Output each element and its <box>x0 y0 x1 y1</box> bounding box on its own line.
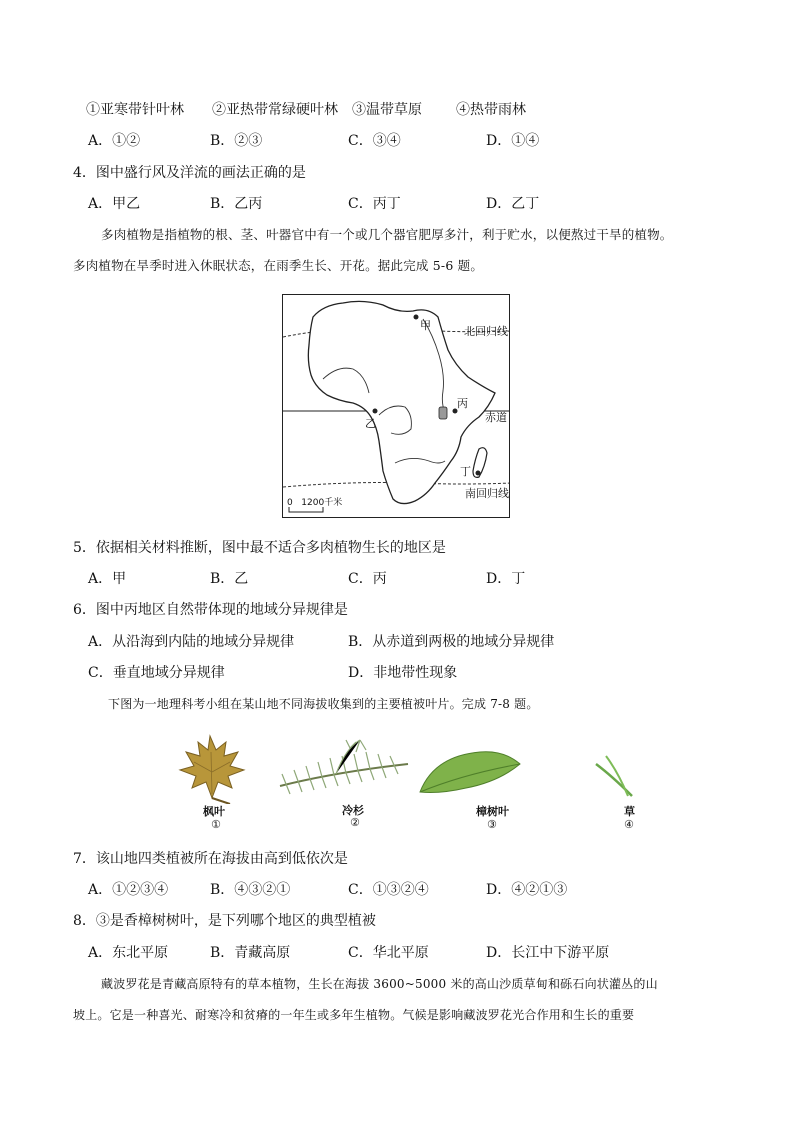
q3-item-3: ③温带草原 <box>352 102 422 118</box>
q3-option-b[interactable]: B．②③ <box>210 133 263 149</box>
africa-map <box>282 294 510 518</box>
q7-option-a[interactable]: A．①②③④ <box>88 882 169 898</box>
q5-option-a[interactable]: A．甲 <box>88 571 127 587</box>
q4-option-c[interactable]: C．丙丁 <box>348 196 401 212</box>
label-tropic-capricorn: 南回归线 <box>465 487 509 500</box>
label-yi: 乙 <box>365 417 376 430</box>
leaf-num-4: ④ <box>624 818 634 831</box>
q4-option-a[interactable]: A．甲乙 <box>88 196 141 212</box>
leaf-label-1: 枫叶 <box>203 805 225 818</box>
q6-option-b[interactable]: B．从赤道到两极的地域分异规律 <box>348 634 555 650</box>
leaf-label-3: 樟树叶 <box>476 805 509 818</box>
leaf-label-4: 草 <box>624 805 635 818</box>
label-equator: 赤道 <box>485 411 507 424</box>
leaf-label-2: 冷杉 <box>342 804 364 817</box>
q8-option-b[interactable]: B．青藏高原 <box>210 945 291 961</box>
q4-stem: 4．图中盛行风及洋流的画法正确的是 <box>73 165 306 181</box>
q5-stem: 5．依据相关材料推断，图中最不适合多肉植物生长的地区是 <box>73 540 446 556</box>
q8-option-d[interactable]: D．长江中下游平原 <box>486 945 610 961</box>
q6-option-d[interactable]: D．非地带性现象 <box>348 665 458 681</box>
q5-option-c[interactable]: C．丙 <box>348 571 387 587</box>
intro-5-6-line2: 多肉植物在旱季时进入休眠状态，在雨季生长、开花。据此完成 5-6 题。 <box>73 258 484 273</box>
q5-option-d[interactable]: D．丁 <box>486 571 526 587</box>
q6-option-c[interactable]: C．垂直地域分异规律 <box>88 665 225 681</box>
q8-option-c[interactable]: C．华北平原 <box>348 945 429 961</box>
lake-victoria <box>439 407 447 419</box>
q7-option-c[interactable]: C．①③②④ <box>348 882 429 898</box>
intro-9-line1: 藏波罗花是青藏高原特有的草本植物，生长在海拔 3600~5000 米的高山沙质草甸和砾石向状灌丛的山 <box>101 977 658 991</box>
q7-option-b[interactable]: B．④③②① <box>210 882 291 898</box>
label-tropic-cancer: 北回归线 <box>464 325 508 338</box>
q7-option-d[interactable]: D．④②①③ <box>486 882 568 898</box>
q4-option-d[interactable]: D．乙丁 <box>486 196 540 212</box>
intro-7-8: 下图为一地理科考小组在某山地不同海拔收集到的主要植被叶片。完成 7-8 题。 <box>108 697 539 711</box>
q3-option-a[interactable]: A．①② <box>88 133 141 149</box>
intro-9-line2: 坡上。它是一种喜光、耐寒冷和贫瘠的一年生或多年生植物。气候是影响藏波罗花光合作用和生长的重要 <box>73 1008 635 1022</box>
fir-branch-image <box>276 734 412 802</box>
leaf-num-3: ③ <box>487 818 497 831</box>
maple-leaf-image <box>170 732 260 808</box>
camphor-leaf-image <box>414 742 524 804</box>
q7-stem: 7．该山地四类植被所在海拔由高到低依次是 <box>73 851 348 867</box>
point-yi <box>373 409 378 414</box>
grass-image <box>592 752 636 802</box>
q3-item-1: ①亚寒带针叶林 <box>86 102 184 118</box>
q6-stem: 6．图中丙地区自然带体现的地域分异规律是 <box>73 602 348 618</box>
q8-stem: 8．③是香樟树树叶，是下列哪个地区的典型植被 <box>73 913 376 929</box>
leaf-num-2: ② <box>350 816 360 829</box>
label-jia: 甲 <box>420 319 431 332</box>
intro-5-6-line1: 多肉植物是指植物的根、茎、叶器官中有一个或几个器官肥厚多汁，利于贮水，以便熬过干旱的植物。 <box>101 227 673 242</box>
leaf-num-1: ① <box>211 818 221 831</box>
label-scale: 0 1200千米 <box>287 498 343 508</box>
label-bing: 丙 <box>457 397 468 410</box>
q3-option-d[interactable]: D．①④ <box>486 133 540 149</box>
q3-item-4: ④热带雨林 <box>456 102 526 118</box>
point-ding <box>476 471 481 476</box>
q3-option-c[interactable]: C．③④ <box>348 133 401 149</box>
point-jia <box>414 315 419 320</box>
q4-option-b[interactable]: B．乙丙 <box>210 196 263 212</box>
q6-option-a[interactable]: A．从沿海到内陆的地域分异规律 <box>88 634 295 650</box>
label-ding: 丁 <box>460 465 471 478</box>
q5-option-b[interactable]: B．乙 <box>210 571 249 587</box>
q8-option-a[interactable]: A．东北平原 <box>88 945 169 961</box>
q3-item-2: ②亚热带常绿硬叶林 <box>212 102 338 118</box>
